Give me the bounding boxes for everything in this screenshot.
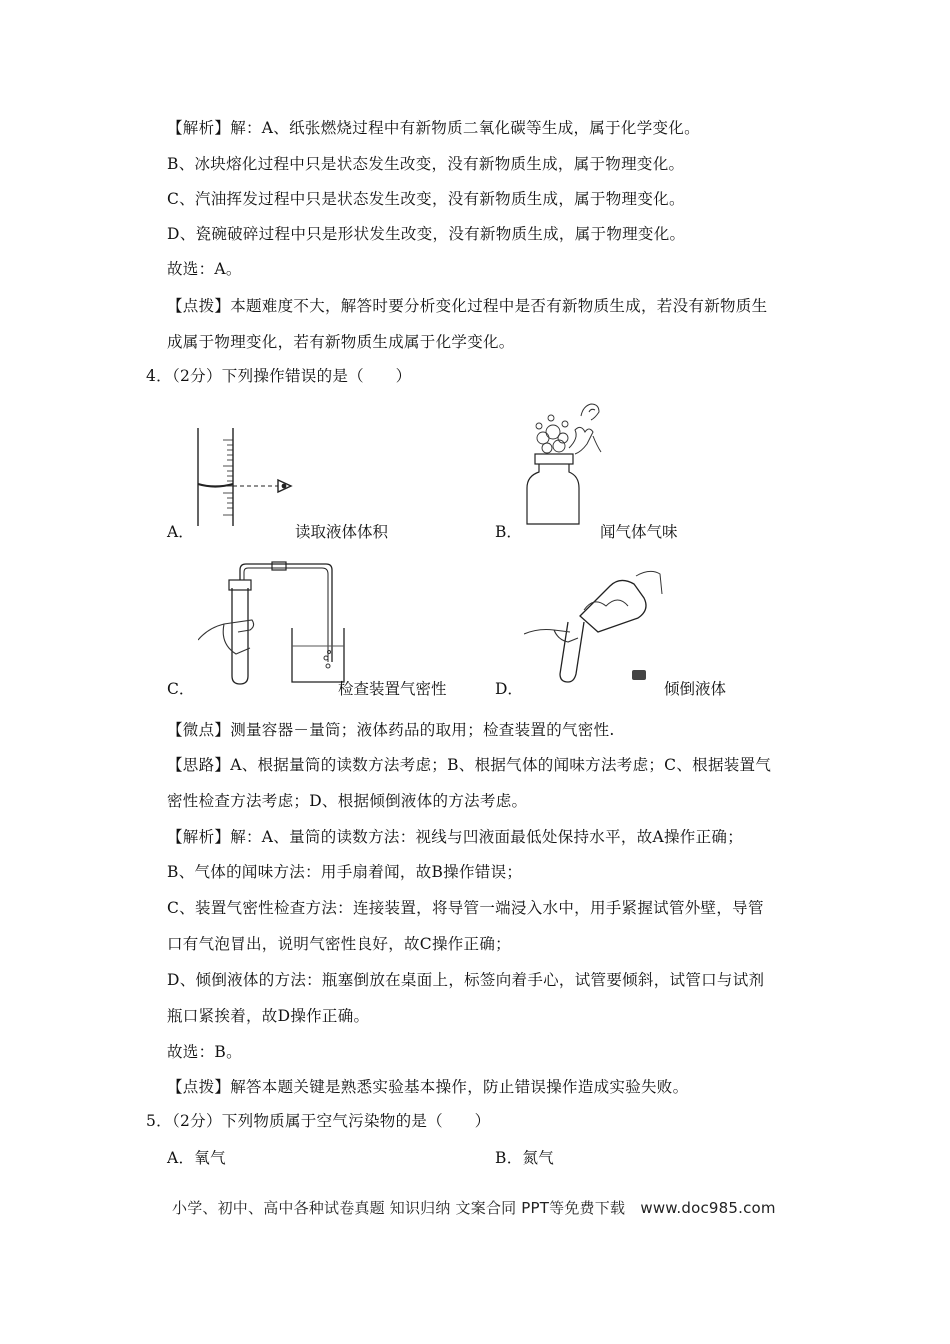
q4-option-d-caption: 倾倒液体 <box>664 680 727 698</box>
q4-answer: 故选：B。 <box>167 1043 242 1061</box>
q3-analysis-line: C、汽油挥发过程中只是状态发生改变，没有新物质生成，属于物理变化。 <box>167 190 685 208</box>
q3-analysis-line: B、冰块熔化过程中只是状态发生改变，没有新物质生成，属于物理变化。 <box>167 155 685 173</box>
q4-keypoint: 【微点】测量容器－量筒；液体药品的取用；检查装置的气密性. <box>167 721 615 739</box>
q4-approach-line: 密性检查方法考虑；D、根据倾倒液体的方法考虑。 <box>167 792 528 810</box>
q3-tip-line: 成属于物理变化，若有新物质生成属于化学变化。 <box>167 333 515 351</box>
q4-analysis-line: D、倾倒液体的方法：瓶塞倒放在桌面上，标签向着手心，试管要倾斜，试管口与试剂 <box>167 971 765 989</box>
q4-option-d-label: D． <box>495 680 523 698</box>
gas-bottle-figure <box>515 396 607 530</box>
q4-option-b-caption: 闻气体气味 <box>600 523 678 541</box>
pouring-liquid-figure <box>524 566 664 686</box>
q4-option-a-label: A． <box>167 523 194 541</box>
q5-option-b: B．氮气 <box>495 1149 555 1167</box>
q4-option-a-caption: 读取液体体积 <box>295 523 389 541</box>
q5-option-a: A．氧气 <box>167 1149 226 1167</box>
q4-option-b-label: B． <box>495 523 522 541</box>
q3-tip-line: 【点拨】本题难度不大，解答时要分析变化过程中是否有新物质生成，若没有新物质生 <box>167 297 768 315</box>
graduated-cylinder-figure <box>190 426 300 536</box>
q3-answer: 故选：A。 <box>167 260 242 278</box>
q4-analysis-line: C、装置气密性检查方法：连接装置，将导管一端浸入水中，用手紧握试管外壁，导管 <box>167 899 764 917</box>
q4-stem: 4．（2分）下列操作错误的是（ ） <box>146 367 412 385</box>
q4-option-c-label: C． <box>167 680 195 698</box>
airtightness-check-figure <box>198 558 348 688</box>
q4-analysis-line: 口有气泡冒出，说明气密性良好，故C操作正确； <box>167 935 511 953</box>
q5-stem: 5．（2分）下列物质属于空气污染物的是（ ） <box>146 1112 491 1130</box>
q4-analysis-line: 瓶口紧挨着，故D操作正确。 <box>167 1007 370 1025</box>
q3-analysis-line: 【解析】解：A、纸张燃烧过程中有新物质二氧化碳等生成，属于化学变化。 <box>167 119 700 137</box>
q3-analysis-line: D、瓷碗破碎过程中只是形状发生改变，没有新物质生成，属于物理变化。 <box>167 225 686 243</box>
q4-analysis-line: B、气体的闻味方法：用手扇着闻，故B操作错误； <box>167 863 523 881</box>
q4-approach-line: 【思路】A、根据量筒的读数方法考虑；B、根据气体的闻味方法考虑；C、根据装置气 <box>167 756 772 774</box>
q4-option-c-caption: 检查装置气密性 <box>338 680 447 698</box>
page-footer: 小学、初中、高中各种试卷真题 知识归纳 文案合同 PPT等免费下载 www.doc985.com <box>172 1199 776 1217</box>
q4-analysis-line: 【解析】解：A、量筒的读数方法：视线与凹液面最低处保持水平，故A操作正确； <box>167 828 743 846</box>
q4-tip: 【点拨】解答本题关键是熟悉实验基本操作，防止错误操作造成实验失败。 <box>167 1078 689 1096</box>
